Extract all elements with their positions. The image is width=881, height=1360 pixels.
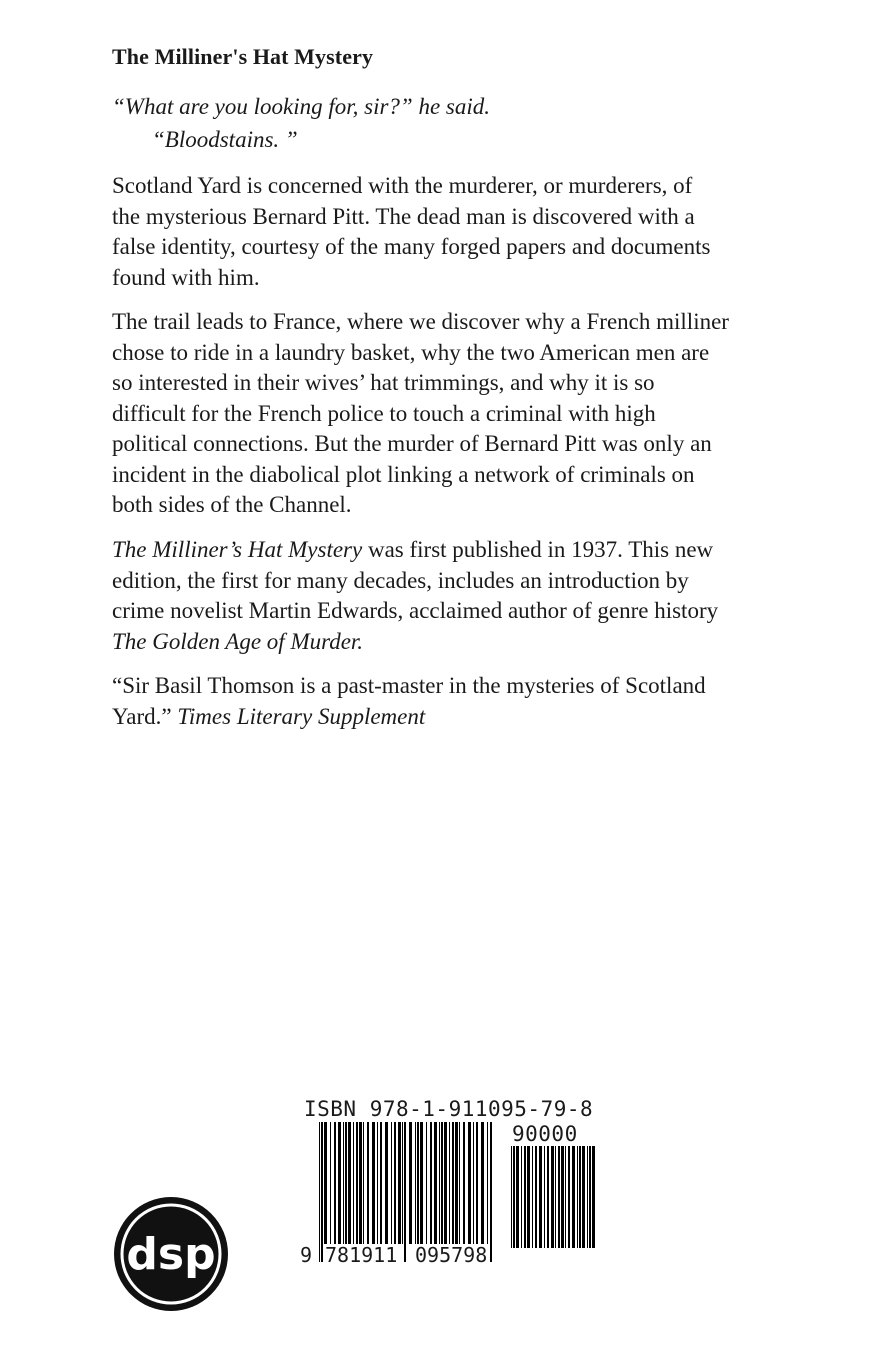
addon-bar — [527, 1146, 530, 1248]
addon-bar — [568, 1146, 570, 1248]
addon-bar — [592, 1146, 595, 1248]
text-line: false identity, courtesy of the many forged papers and documents — [112, 234, 711, 259]
barcode-bar — [476, 1122, 478, 1244]
barcode-bar — [385, 1122, 388, 1244]
ean-first-digit: 9 — [300, 1243, 313, 1267]
barcode-bar — [345, 1122, 347, 1244]
text-line — [112, 535, 772, 566]
price-addon-code: 90000 — [512, 1122, 578, 1146]
text-line — [112, 702, 772, 733]
addon-bar — [561, 1146, 564, 1248]
barcode-bar — [394, 1122, 396, 1244]
ean-left-digits: 781911 — [325, 1243, 398, 1267]
addon-bar — [579, 1146, 581, 1248]
text-line: chose to ride in a laundry basket, why the two American men are — [112, 339, 710, 365]
blurb-paragraph-1 — [112, 171, 772, 293]
addon-bar — [511, 1146, 512, 1248]
barcode-bar — [420, 1122, 423, 1244]
barcode-bar — [434, 1122, 437, 1244]
addon-bar — [589, 1146, 591, 1248]
logo-text: dsp — [126, 1229, 216, 1280]
barcode-bar — [444, 1122, 447, 1244]
barcode-bar — [348, 1122, 351, 1244]
genre-history-title: The Golden Age of Murder. — [112, 628, 364, 654]
addon-bar — [565, 1146, 566, 1248]
addon-bar — [558, 1146, 560, 1248]
book-title: The Milliner's Hat Mystery — [112, 44, 374, 69]
ean-right-digits: 095798 — [415, 1243, 488, 1267]
book-title-italic: The Milliner’s Hat Mystery — [112, 537, 363, 562]
barcode-bar — [459, 1122, 460, 1244]
epigraph-line-2: “Bloodstains. ” — [152, 127, 298, 152]
barcode-bar — [463, 1122, 465, 1244]
addon-bar — [539, 1146, 542, 1248]
barcode-bar — [330, 1122, 331, 1244]
review-quote — [112, 671, 772, 732]
addon-bar — [572, 1146, 575, 1248]
barcode-bar — [473, 1122, 474, 1244]
barcode-bars — [319, 1122, 492, 1262]
barcode-bar — [398, 1122, 401, 1244]
text-fragment: Yard.” — [112, 703, 178, 729]
addon-bars — [511, 1146, 595, 1248]
text-line: so interested in their wives’ hat trimmings, and why it is so — [112, 370, 655, 395]
text-fragment: was first published in 1937. This new — [362, 537, 714, 562]
addon-bar — [555, 1146, 556, 1248]
text-line: the mysterious Bernard Pitt. The dead man is discovered with a — [112, 203, 695, 229]
epigraph — [112, 90, 490, 156]
barcode-bar — [391, 1122, 392, 1244]
addon-bar — [513, 1146, 515, 1248]
text-line: difficult for the French police to touch a criminal with high — [112, 400, 656, 426]
barcode-bar — [490, 1122, 492, 1262]
blurb-paragraph-2 — [112, 307, 772, 521]
addon-bar — [551, 1146, 554, 1248]
barcode-bar — [356, 1122, 358, 1244]
barcode-bar — [359, 1122, 362, 1244]
barcode-bar — [404, 1122, 406, 1262]
barcode-bar — [367, 1122, 369, 1244]
barcode-bar — [487, 1122, 488, 1262]
addon-barcode — [510, 1146, 596, 1248]
text-line — [112, 627, 772, 658]
barcode-bar — [415, 1122, 416, 1244]
text-line: found with him. — [112, 264, 260, 290]
addon-bar — [577, 1146, 578, 1248]
dsp-publisher-logo — [112, 1195, 230, 1313]
addon-bar — [547, 1146, 549, 1248]
barcode-bar — [372, 1122, 375, 1244]
isbn-label: ISBN 978-1-911095-79-8 — [304, 1097, 594, 1121]
text-line: both sides of the Channel. — [112, 492, 352, 517]
addon-bar — [524, 1146, 526, 1248]
text-line: political connections. But the murder of Bernard Pitt was only an — [112, 431, 712, 456]
text-line: edition, the first for many decades, includes an introduction by — [112, 567, 689, 593]
barcode-bar — [321, 1122, 323, 1262]
barcode-bar — [319, 1122, 320, 1262]
text-line: “Sir Basil Thomson is a past-master in the mysteries of Scotland — [112, 673, 706, 698]
addon-bar — [587, 1146, 588, 1248]
barcode-bar — [353, 1122, 354, 1244]
barcode-bar — [417, 1122, 419, 1244]
addon-bar — [516, 1146, 519, 1248]
barcode-bar — [338, 1122, 341, 1244]
barcode-bar — [377, 1122, 378, 1244]
text-line: Scotland Yard is concerned with the murderer, or murderers, of — [112, 173, 693, 198]
barcode-bar — [468, 1122, 471, 1244]
text-line: incident in the diabolical plot linking a network of criminals on — [112, 461, 695, 487]
epigraph-line-1: “What are you looking for, sir?” he said. — [112, 94, 491, 119]
barcode-bar — [449, 1122, 450, 1244]
publication-paragraph — [112, 535, 772, 657]
barcode-bar — [409, 1122, 412, 1244]
addon-bar — [582, 1146, 585, 1248]
barcode-bar — [380, 1122, 382, 1244]
barcode-bar — [441, 1122, 443, 1244]
barcode-bar — [334, 1122, 336, 1244]
quote-source: Times Literary Supplement — [177, 703, 426, 729]
barcode-bar — [363, 1122, 364, 1244]
addon-bar — [521, 1146, 522, 1248]
barcode-bar — [430, 1122, 432, 1244]
addon-bar — [535, 1146, 537, 1248]
text-line: The trail leads to France, where we discover why a French milliner — [112, 309, 729, 334]
barcode-bar — [324, 1122, 327, 1244]
barcode-bar — [343, 1122, 344, 1244]
addon-bar — [532, 1146, 533, 1248]
barcode-bar — [481, 1122, 484, 1244]
barcode-bar — [402, 1122, 403, 1244]
barcode-bar — [426, 1122, 427, 1244]
barcode-bar — [452, 1122, 454, 1244]
barcode-bar — [439, 1122, 440, 1244]
ean-barcode — [318, 1122, 494, 1262]
barcode-bar — [455, 1122, 458, 1244]
addon-bar — [544, 1146, 545, 1248]
text-line: crime novelist Martin Edwards, acclaimed author of genre history — [112, 598, 719, 623]
